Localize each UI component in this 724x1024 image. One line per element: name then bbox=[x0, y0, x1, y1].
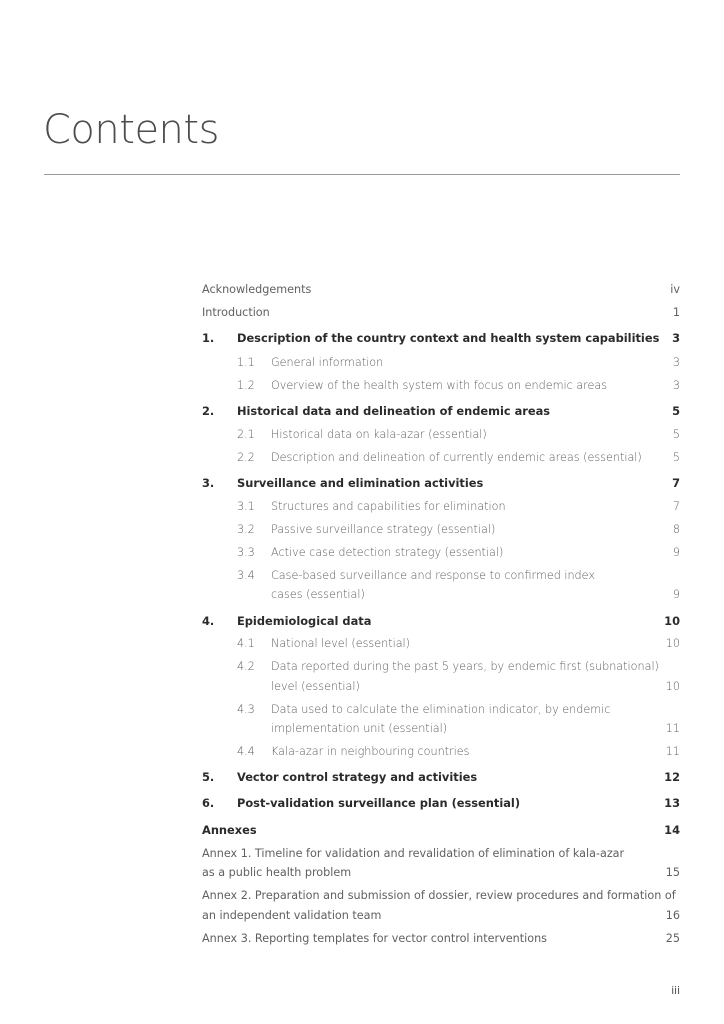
toc-page: 3 bbox=[672, 356, 680, 369]
toc-page: 9 bbox=[672, 588, 680, 601]
toc-page: 11 bbox=[665, 722, 680, 735]
toc-entry-3-2[interactable] bbox=[202, 522, 680, 538]
toc-page: 16 bbox=[665, 909, 680, 922]
toc-label: Data reported during the past 5 years, by endemic first (subnational) bbox=[271, 660, 659, 673]
toc-entry-section-3[interactable] bbox=[202, 476, 680, 492]
toc-entry-1-2[interactable] bbox=[202, 378, 680, 394]
toc-entry-section-2[interactable] bbox=[202, 404, 680, 420]
toc-entry-4-1[interactable] bbox=[202, 636, 680, 652]
toc-label: National level (essential) bbox=[271, 637, 411, 650]
toc-entry-4-3[interactable] bbox=[202, 702, 680, 718]
toc-number: 4.2 bbox=[237, 660, 255, 673]
toc-number: 2.2 bbox=[237, 451, 255, 464]
toc-number: 1.1 bbox=[237, 356, 255, 369]
toc-label: Surveillance and elimination activities bbox=[237, 476, 484, 490]
toc-page: 1 bbox=[672, 306, 680, 319]
toc-label: Case-based surveillance and response to confirmed index bbox=[271, 569, 595, 582]
toc-number: 3.3 bbox=[237, 546, 255, 559]
toc-number: 2.1 bbox=[237, 428, 255, 441]
toc-label: Annex 1. Timeline for validation and revalidation of elimination of kala-azar bbox=[202, 847, 625, 860]
toc-label: Historical data and delineation of endemic areas bbox=[237, 404, 551, 418]
toc-label: Active case detection strategy (essential) bbox=[271, 546, 504, 559]
toc-entry-4-3-cont[interactable] bbox=[202, 721, 680, 737]
toc-entry-annex-1-cont[interactable] bbox=[202, 865, 680, 881]
toc-label: Epidemiological data bbox=[237, 614, 372, 628]
toc-label: Description and delineation of currently endemic areas (essential) bbox=[271, 451, 642, 464]
toc-entry-3-4-cont[interactable] bbox=[202, 587, 680, 603]
toc-entry-section-5[interactable] bbox=[202, 770, 680, 786]
toc-page: 10 bbox=[665, 680, 680, 693]
toc-entry-section-6[interactable] bbox=[202, 796, 680, 812]
toc-label: Description of the country context and health system capabilities bbox=[237, 331, 660, 345]
toc-page: 10 bbox=[665, 637, 680, 650]
toc-entry-4-2[interactable] bbox=[202, 659, 680, 675]
toc-page: 7 bbox=[672, 476, 680, 490]
toc-page: 3 bbox=[672, 379, 680, 392]
toc-number: 1. bbox=[202, 331, 215, 345]
toc-label: General information bbox=[271, 356, 384, 369]
toc-label: Acknowledgements bbox=[202, 283, 312, 296]
toc-page: 5 bbox=[672, 451, 680, 464]
title-divider bbox=[44, 174, 680, 175]
toc-label-continued: cases (essential) bbox=[271, 588, 365, 601]
toc-label: Introduction bbox=[202, 306, 270, 319]
toc-label: Annexes bbox=[202, 823, 257, 837]
page-number: iii bbox=[671, 985, 680, 997]
toc-page: 14 bbox=[664, 823, 680, 837]
toc-entry-4-2-cont[interactable] bbox=[202, 679, 680, 695]
toc-entry-annex-2[interactable] bbox=[202, 888, 680, 904]
toc-number: 3.4 bbox=[237, 569, 255, 582]
toc-page: 3 bbox=[672, 331, 680, 345]
toc-page: 10 bbox=[664, 614, 680, 628]
toc-label: Structures and capabilities for elimination bbox=[271, 500, 506, 513]
toc-number: 5. bbox=[202, 770, 215, 784]
toc-number: 4.4 bbox=[237, 745, 255, 758]
toc-page: 5 bbox=[672, 428, 680, 441]
toc-number: 4.3 bbox=[237, 703, 255, 716]
toc-entry-2-1[interactable] bbox=[202, 427, 680, 443]
toc-entry-1-1[interactable] bbox=[202, 355, 680, 371]
toc-label: Passive surveillance strategy (essential) bbox=[271, 523, 496, 536]
toc-entry-3-1[interactable] bbox=[202, 499, 680, 515]
toc-label-continued: an independent validation team bbox=[202, 909, 382, 922]
toc-entry-annexes[interactable] bbox=[202, 823, 680, 839]
toc-label-continued: as a public health problem bbox=[202, 866, 352, 879]
toc-entry-annex-1[interactable] bbox=[202, 846, 680, 862]
toc-number: 4.1 bbox=[237, 637, 255, 650]
toc-entry-annex-2-cont[interactable] bbox=[202, 908, 680, 924]
toc-page: 12 bbox=[664, 770, 680, 784]
toc-page: 5 bbox=[672, 404, 680, 418]
toc-label: Annex 3. Reporting templates for vector control interventions bbox=[202, 932, 547, 945]
toc-label: Data used to calculate the elimination indicator, by endemic bbox=[271, 703, 611, 716]
toc-entry-4-4[interactable] bbox=[202, 744, 680, 760]
toc-label: Overview of the health system with focus on endemic areas bbox=[271, 379, 608, 392]
toc-number: 3.1 bbox=[237, 500, 255, 513]
toc-page: 9 bbox=[672, 546, 680, 559]
toc-page: 8 bbox=[672, 523, 680, 536]
toc-entry-acknowledgements[interactable] bbox=[202, 282, 680, 298]
toc-entry-introduction[interactable] bbox=[202, 305, 680, 321]
toc-page: 11 bbox=[665, 745, 680, 758]
toc-number: 6. bbox=[202, 796, 215, 810]
toc-label: Historical data on kala-azar (essential) bbox=[271, 428, 487, 441]
toc-label-continued: level (essential) bbox=[271, 680, 360, 693]
toc-entry-section-1[interactable] bbox=[202, 331, 680, 347]
toc-entry-2-2[interactable] bbox=[202, 450, 680, 466]
toc-entry-3-3[interactable] bbox=[202, 545, 680, 561]
toc-number: 2. bbox=[202, 404, 215, 418]
page-title: Contents bbox=[43, 107, 219, 153]
toc-label: Annex 2. Preparation and submission of dossier, review procedures and formation of bbox=[202, 889, 676, 902]
toc-entry-3-4[interactable] bbox=[202, 568, 680, 584]
toc-label: Post-validation surveillance plan (essential) bbox=[237, 796, 521, 810]
toc-entry-section-4[interactable] bbox=[202, 614, 680, 630]
toc-label: Vector control strategy and activities bbox=[237, 770, 478, 784]
toc-number: 4. bbox=[202, 614, 215, 628]
toc-label-continued: implementation unit (essential) bbox=[271, 722, 448, 735]
toc-page: 7 bbox=[672, 500, 680, 513]
toc-label: Kala-azar in neighbouring countries bbox=[271, 745, 470, 758]
toc-number: 3. bbox=[202, 476, 215, 490]
toc-number: 1.2 bbox=[237, 379, 255, 392]
toc-page: iv bbox=[670, 283, 680, 296]
toc-page: 25 bbox=[665, 932, 680, 945]
toc-page: 13 bbox=[664, 796, 680, 810]
toc-entry-annex-3[interactable] bbox=[202, 931, 680, 947]
toc-number: 3.2 bbox=[237, 523, 255, 536]
toc-page: 15 bbox=[665, 866, 680, 879]
